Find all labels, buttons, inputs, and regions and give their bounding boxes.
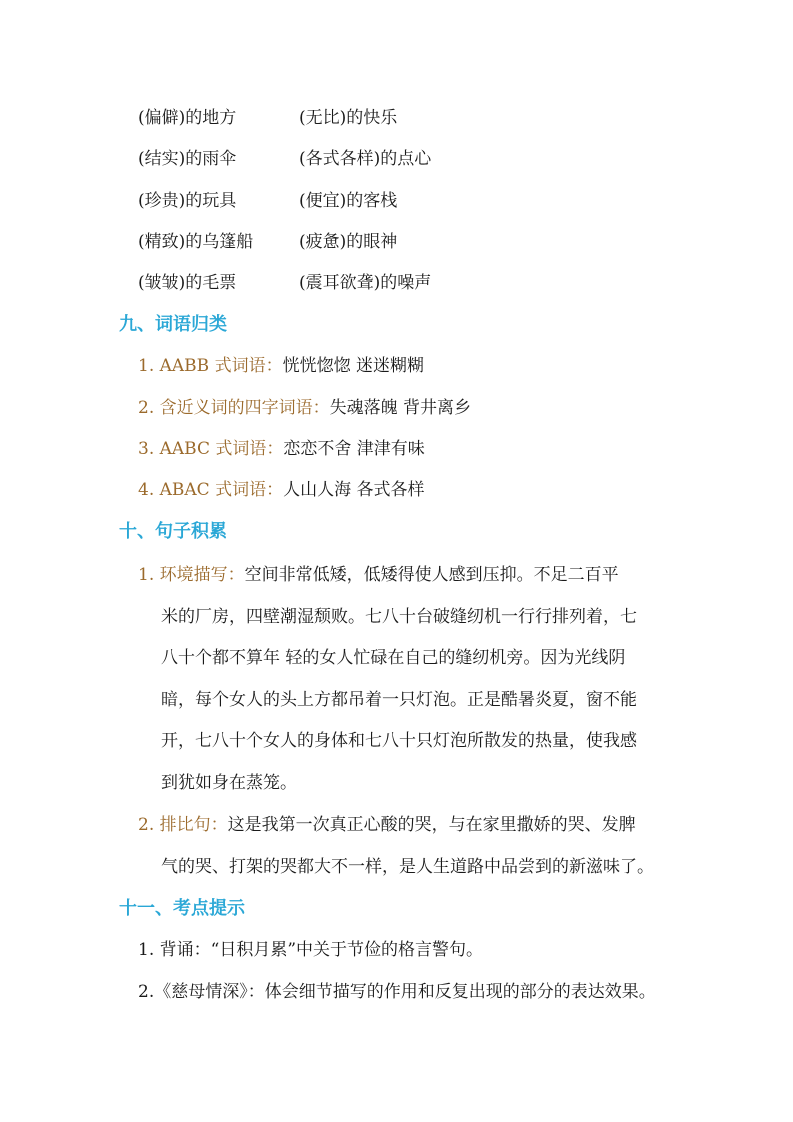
paragraph-line: 米的厂房，四壁潮湿颓败。七八十台破缝纫机一行行排列着，七 [161, 607, 637, 627]
phrase-left: (珍贵)的玩具 [138, 191, 237, 211]
paragraph-first-line [138, 563, 619, 587]
item-text: 空间非常低矮，低矮得使人感到压抑。不足二百平 [244, 565, 619, 585]
phrase-right: (各式各样)的点心 [299, 149, 432, 169]
section-heading-9: 九、词语归类 [119, 314, 227, 335]
list-item: 2.《慈母情深》：体会细节描写的作用和反复出现的部分的表达效果。 [138, 982, 656, 1002]
item-label: ABAC 式词语： [159, 480, 284, 500]
list-item [138, 396, 471, 420]
item-number: 3. [138, 439, 160, 459]
item-number: 2. [138, 398, 160, 418]
item-text: 人山人海 各式各样 [283, 480, 425, 500]
item-number: 1. [138, 565, 160, 585]
item-text: 这是我第一次真正心酸的哭，与在家里撒娇的哭、发脾 [227, 815, 636, 835]
phrase-left: (结实)的雨伞 [138, 149, 237, 169]
section-heading-11: 十一、考点提示 [119, 898, 245, 919]
paragraph-line: 八十个都不算年 轻的女人忙碌在自己的缝纫机旁。因为光线阴 [161, 648, 626, 668]
item-label: AABC 式词语： [159, 439, 284, 459]
phrase-left: (偏僻)的地方 [138, 108, 237, 128]
phrase-right: (疲惫)的眼神 [299, 232, 398, 252]
paragraph-line: 到犹如身在蒸笼。 [161, 773, 297, 793]
paragraph-line: 气的哭、打架的哭都大不一样，是人生道路中品尝到的新滋味了。 [161, 857, 654, 877]
paragraph-line: 开，七八十个女人的身体和七八十只灯泡所散发的热量，使我感 [161, 731, 637, 751]
phrase-right: (便宜)的客栈 [299, 191, 398, 211]
section-heading-10: 十、句子积累 [119, 521, 227, 542]
paragraph-first-line [138, 813, 636, 837]
paragraph-line: 暗，每个女人的头上方都吊着一只灯泡。正是酷暑炎夏，窗不能 [161, 690, 637, 710]
list-item [138, 478, 425, 502]
phrase-right: (无比)的快乐 [299, 108, 398, 128]
phrase-left: (精致)的乌篷船 [138, 232, 254, 252]
item-label: 环境描写： [159, 565, 245, 585]
item-text: 恍恍惚惚 迷迷糊糊 [282, 356, 424, 376]
item-number: 4. [138, 480, 160, 500]
list-item: 1. 背诵：“日积月累”中关于节俭的格言警句。 [138, 940, 484, 960]
item-text: 失魂落魄 背井离乡 [329, 398, 472, 418]
list-item [138, 437, 425, 461]
item-label: AABB 式词语： [159, 356, 283, 376]
item-number: 1. [138, 356, 160, 376]
item-label: 排比句： [159, 815, 228, 835]
phrase-right: (震耳欲聋)的噪声 [299, 273, 432, 293]
list-item [138, 354, 424, 378]
item-label: 含近义词的四字词语： [159, 398, 330, 418]
item-text: 恋恋不舍 津津有味 [283, 439, 425, 459]
phrase-left: (皱皱)的毛票 [138, 273, 237, 293]
item-number: 2. [138, 815, 160, 835]
